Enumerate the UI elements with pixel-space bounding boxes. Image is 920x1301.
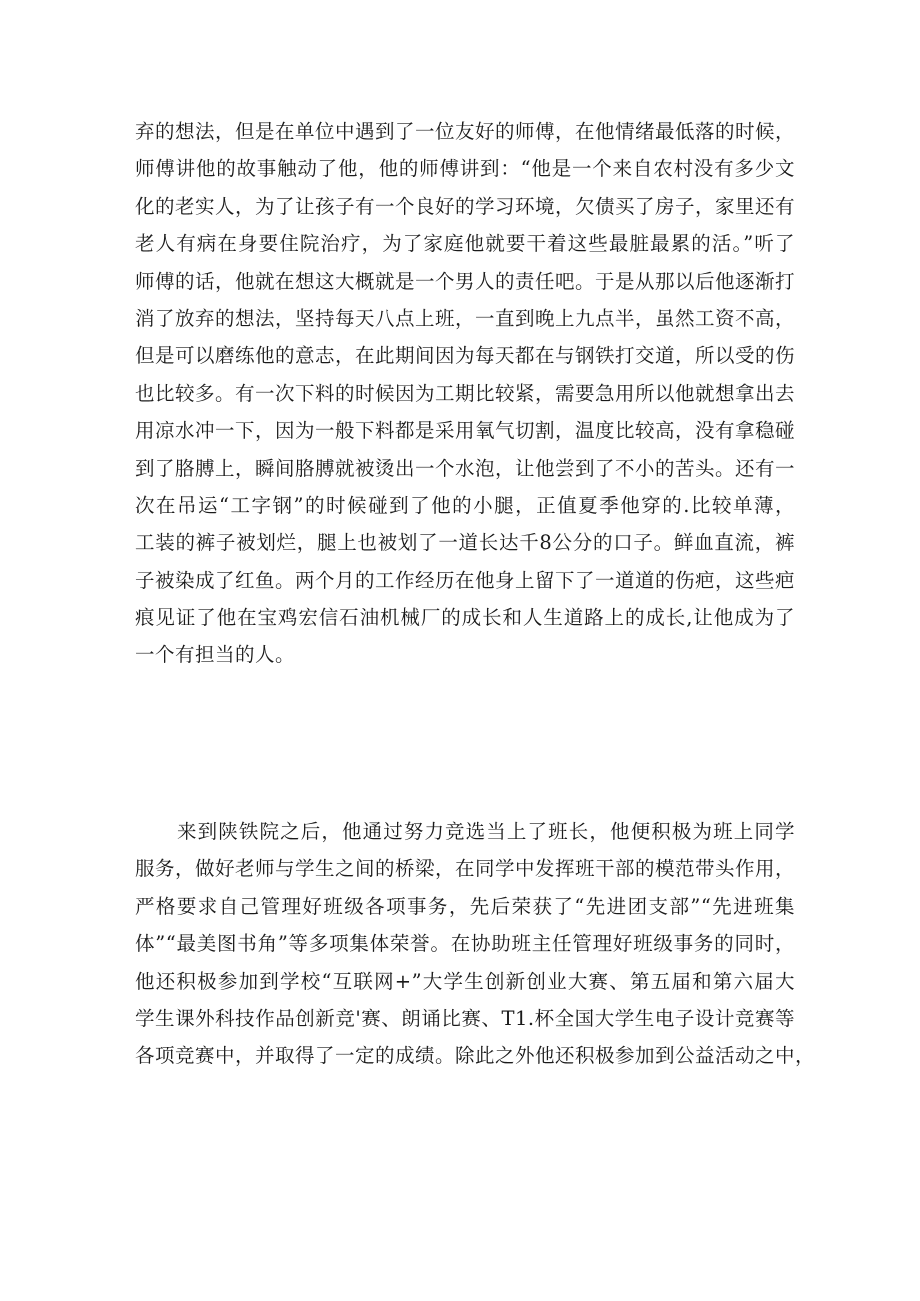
paragraph-line: 子被染成了红鱼。两个月的工作经历在他身上留下了一道道的伤疤，这些疤 — [135, 568, 796, 592]
paragraph-line: 消了放弃的想法，坚持每天八点上班，一直到晚上九点半，虽然工资不高， — [135, 306, 796, 330]
paragraph-2 — [135, 813, 816, 1075]
paragraph-line: 学生课外科技作品创新竞'赛、朗诵比赛、T1.杯全国大学生电子设计竞赛等 — [135, 1006, 795, 1030]
paragraph-line: 一个有担当的人。 — [135, 643, 296, 667]
paragraph-line: 体”“最美图书角”等多项集体荣誉。在协助班主任管理好班级事务的同时， — [135, 932, 795, 956]
paragraph-line: 老人有病在身要住院治疗，为了家庭他就要干着这些最脏最累的活。”听了 — [135, 232, 795, 256]
paragraph-line: 服务，做好老师与学生之间的桥梁，在同学中发挥班干部的模范带头作用， — [135, 857, 796, 881]
paragraph-line: 师傅的话，他就在想这大概就是一个男人的责任吧。于是从那以后他逐渐打 — [135, 269, 796, 293]
paragraph-line: 到了胳膊上，瞬间胳膊就被烫出一个水泡，让他尝到了不小的苦头。还有一 — [135, 456, 796, 480]
paragraph-line: 他还积极参加到学校“互联网+”大学生创新创业大赛、第五届和第六届大 — [135, 969, 795, 993]
paragraph-line: 工装的裤子被划烂，腿上也被划了一道长达千8公分的口子。鲜血直流，裤 — [135, 531, 795, 555]
paragraph-line: 痕见证了他在宝鸡宏信石油机械厂的成长和人生道路上的成长,让他成为了 — [135, 606, 795, 630]
paragraph-line: 各项竞赛中，并取得了一定的成绩。除此之外他还积极参加到公益活动之中， — [135, 1044, 816, 1068]
paragraph-1 — [135, 113, 795, 674]
paragraph-line: 师傅讲他的故事触动了他，他的师傅讲到：“他是一个来自农村没有多少文 — [135, 157, 795, 181]
paragraph-line: 次在吊运“工字钢”的时候碰到了他的小腿，正值夏季他穿的.比较单薄， — [135, 493, 795, 517]
paragraph-line: 用凉水冲一下，因为一般下料都是采用氧气切割，温度比较高，没有拿稳碰 — [135, 419, 796, 443]
paragraph-line: 化的老实人，为了让孩子有一个良好的学习环境，欠债买了房子，家里还有 — [135, 194, 796, 218]
paragraph-line: 但是可以磨练他的意志，在此期间因为每天都在与钢铁打交道，所以受的伤 — [135, 344, 796, 368]
paragraph-line: 来到陕铁院之后，他通过努力竞选当上了班长，他便积极为班上同学 — [177, 820, 795, 843]
paragraph-line: 严格要求自己管理好班级各项事务，先后荣获了“先进团支部”“先进班集 — [135, 894, 795, 918]
paragraph-line: 弃的想法，但是在单位中遇到了一位友好的师傅，在他情绪最低落的时候， — [135, 120, 796, 143]
paragraph-line: 也比较多。有一次下料的时候因为工期比较紧，需要急用所以他就想拿出去 — [135, 381, 796, 405]
